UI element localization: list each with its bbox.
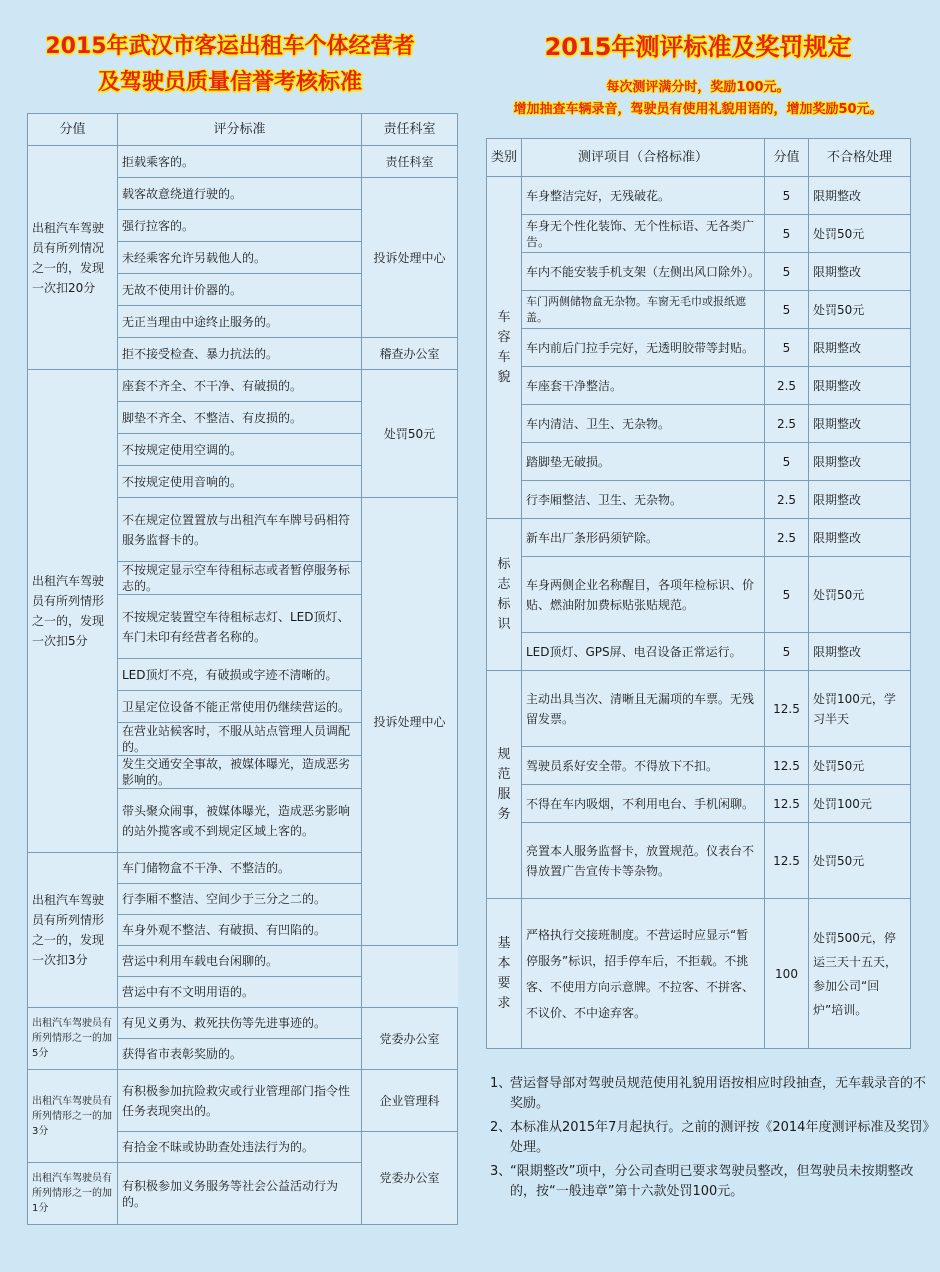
dept-cell: 投诉处理中心 (362, 498, 458, 946)
score-cell: 5 (765, 557, 809, 633)
score-cell: 12.5 (765, 671, 809, 747)
criteria-row: 不按规定显示空车待租标志或者暂停服务标志的。 (118, 562, 362, 595)
score-cell: 12.5 (765, 747, 809, 785)
item-cell: 车内前后门拉手完好，无透明胶带等封贴。 (522, 329, 765, 367)
criteria-row: 获得省市表彰奖励的。 (118, 1039, 362, 1070)
criteria-row: 有见义勇为、救死扶伤等先进事迹的。 (118, 1008, 362, 1039)
score-cell: 5 (765, 443, 809, 481)
right-title: 2015年测评标准及奖罚规定 (544, 33, 852, 61)
criteria-row: 拒载乘客的。 (118, 146, 362, 178)
score-cell: 2.5 (765, 367, 809, 405)
left-header-dept: 责任科室 (362, 114, 458, 146)
penalty-cell: 处罚50元 (809, 215, 911, 253)
right-header-penalty: 不合格处理 (809, 139, 911, 177)
penalty-cell: 处罚100元，学习半天 (809, 671, 911, 747)
score-cell: 12.5 (765, 785, 809, 823)
note-number: 2、 (490, 1120, 512, 1135)
criteria-row: 不按规定使用音响的。 (118, 466, 362, 498)
criteria-row: 拒不接受检查、暴力抗法的。 (118, 338, 362, 370)
penalty-cell: 处罚500元，停运三天十五天，参加公司“回炉”培训。 (809, 899, 911, 1049)
right-subtitle-reward: 每次测评满分时，奖励100元。 (606, 80, 790, 95)
item-cell: LED顶灯、GPS屏、电召设备正常运行。 (522, 633, 765, 671)
item-cell: 车身无个性化装饰、无个性标语、无各类广告。 (522, 215, 765, 253)
item-cell: 车座套干净整洁。 (522, 367, 765, 405)
penalty-cell: 限期整改 (809, 481, 911, 519)
criteria-row: 行李厢不整洁、空间少于三分之二的。 (118, 884, 362, 915)
criteria-row: LED顶灯不亮，有破损或字迹不清晰的。 (118, 659, 362, 691)
note-number: 1、 (490, 1076, 512, 1091)
category-vehicle-appearance: 车 容 车 貌 (487, 177, 522, 519)
score-cell: 2.5 (765, 519, 809, 557)
score-cell: 5 (765, 215, 809, 253)
note-item (490, 1118, 930, 1158)
dept-cell: 党委办公室 (362, 1008, 458, 1070)
left-header-criteria: 评分标准 (118, 114, 362, 146)
penalty-cell: 处罚50元 (809, 557, 911, 633)
score-cell: 5 (765, 633, 809, 671)
criteria-row: 无故不使用计价器的。 (118, 274, 362, 306)
score-cell: 5 (765, 291, 809, 329)
penalty-cell: 限期整改 (809, 329, 911, 367)
item-cell: 车内清洁、卫生、无杂物。 (522, 405, 765, 443)
score-deduct-5: 出租汽车驾驶员有所列情形之一的，发现一次扣5分 (28, 370, 118, 853)
criteria-row: 卫星定位设备不能正常使用仍继续营运的。 (118, 691, 362, 723)
penalty-cell: 处罚50元 (809, 747, 911, 785)
score-add-3: 出租汽车驾驶员有所列情形之一的加3分 (28, 1070, 118, 1163)
item-cell: 严格执行交接班制度。不营运时应显示“暂停服务”标识，招手停车后，不拒载。不挑客、不使用方向示意牌。不拉客、不拼客、不议价、不中途弃客。 (522, 899, 765, 1049)
note-item (490, 1074, 930, 1114)
item-cell: 驾驶员系好安全带。不得放下不扣。 (522, 747, 765, 785)
criteria-row: 不按规定装置空车待租标志灯、LED顶灯、车门未印有经营者名称的。 (118, 595, 362, 659)
criteria-row: 有积极参加义务服务等社会公益活动行为的。 (118, 1163, 362, 1225)
right-subtitle-extra: 增加抽查车辆录音，驾驶员有使用礼貌用语的，增加奖励50元。 (513, 102, 883, 117)
penalty-cell: 限期整改 (809, 405, 911, 443)
criteria-row: 有积极参加抗险救灾或行业管理部门指令性任务表现突出的。 (118, 1070, 362, 1132)
item-cell: 车身整洁完好，无残破花。 (522, 177, 765, 215)
note-item (490, 1162, 930, 1202)
score-cell: 5 (765, 329, 809, 367)
penalty-cell: 限期整改 (809, 253, 911, 291)
right-header-item: 测评项目（合格标准） (522, 139, 765, 177)
penalty-cell: 限期整改 (809, 177, 911, 215)
right-header-score: 分值 (765, 139, 809, 177)
item-cell: 车身两侧企业名称醒目，各项年检标识、价贴、燃油附加费标贴张贴规范。 (522, 557, 765, 633)
penalty-cell: 处罚100元 (809, 785, 911, 823)
dept-cell: 企业管理科 (362, 1070, 458, 1132)
score-add-5: 出租汽车驾驶员有所列情形之一的加5分 (28, 1008, 118, 1070)
criteria-row: 不按规定使用空调的。 (118, 434, 362, 466)
criteria-row: 带头聚众闹事，被媒体曝光，造成恶劣影响的站外揽客或不到规定区域上客的。 (118, 789, 362, 853)
left-title-line1: 2015年武汉市客运出租车个体经营者 (45, 34, 415, 59)
penalty-cell: 限期整改 (809, 367, 911, 405)
score-deduct-20: 出租汽车驾驶员有所列情况之一的，发现一次扣20分 (28, 146, 118, 370)
score-cell: 5 (765, 177, 809, 215)
penalty-cell: 限期整改 (809, 519, 911, 557)
left-header-score: 分值 (28, 114, 118, 146)
criteria-row: 营运中利用车载电台闲聊的。 (118, 946, 362, 977)
note-text: “限期整改”项中，分公司查明已要求驾驶员整改，但驾驶员未按期整改的，按“一般违章”第十六款处罚100元。 (510, 1164, 914, 1199)
criteria-row: 未经乘客允许另载他人的。 (118, 242, 362, 274)
dept-cell: 党委办公室 (362, 1132, 458, 1225)
criteria-row: 载客故意绕道行驶的。 (118, 178, 362, 210)
criteria-row: 强行拉客的。 (118, 210, 362, 242)
criteria-row: 脚垫不齐全、不整洁、有皮损的。 (118, 402, 362, 434)
item-cell: 不得在车内吸烟，不利用电台、手机闲聊。 (522, 785, 765, 823)
penalty-cell: 限期整改 (809, 633, 911, 671)
category-signs: 标 志 标 识 (487, 519, 522, 671)
penalty-cell: 限期整改 (809, 443, 911, 481)
score-cell: 5 (765, 253, 809, 291)
penalty-cell: 处罚50元 (809, 823, 911, 899)
right-evaluation-table (486, 138, 911, 1049)
score-cell: 100 (765, 899, 809, 1049)
dept-cell: 投诉处理中心 (362, 178, 458, 338)
score-deduct-3: 出租汽车驾驶员有所列情形之一的，发现一次扣3分 (28, 853, 118, 1008)
right-header-category: 类别 (487, 139, 522, 177)
left-assessment-table (27, 113, 458, 1225)
item-cell: 车门两侧储物盒无杂物。车窗无毛巾或报纸遮盖。 (522, 291, 765, 329)
category-service: 规 范 服 务 (487, 671, 522, 899)
criteria-row: 不在规定位置置放与出租汽车车牌号码相符服务监督卡的。 (118, 498, 362, 562)
item-cell: 主动出具当次、清晰且无漏项的车票。无残留发票。 (522, 671, 765, 747)
notes (490, 1074, 930, 1206)
criteria-row: 有拾金不昧或协助查处违法行为的。 (118, 1132, 362, 1163)
left-title-line2: 及驾驶员质量信誉考核标准 (97, 70, 362, 95)
criteria-row: 车门储物盒不干净、不整洁的。 (118, 853, 362, 884)
criteria-row: 营运中有不文明用语的。 (118, 977, 362, 1008)
score-cell: 2.5 (765, 481, 809, 519)
dept-cell: 稽查办公室 (362, 338, 458, 370)
note-number: 3、 (490, 1164, 512, 1179)
item-cell: 车内不能安装手机支架（左侧出风口除外）。 (522, 253, 765, 291)
criteria-row: 在营业站候客时，不服从站点管理人员调配的。 (118, 723, 362, 756)
criteria-row: 座套不齐全、不干净、有破损的。 (118, 370, 362, 402)
score-cell: 2.5 (765, 405, 809, 443)
score-cell: 12.5 (765, 823, 809, 899)
note-text: 本标准从2015年7月起执行。之前的测评按《2014年度测评标准及奖罚》处理。 (510, 1120, 929, 1155)
item-cell: 新车出厂条形码须铲除。 (522, 519, 765, 557)
penalty-cell: 处罚50元 (809, 291, 911, 329)
criteria-row: 车身外观不整洁、有破损、有凹陷的。 (118, 915, 362, 946)
dept-cell: 处罚50元 (362, 370, 458, 498)
criteria-row: 无正当理由中途终止服务的。 (118, 306, 362, 338)
category-basic: 基 本 要 求 (487, 899, 522, 1049)
score-add-1: 出租汽车驾驶员有所列情形之一的加1分 (28, 1163, 118, 1225)
dept-cell: 责任科室 (362, 146, 458, 178)
item-cell: 亮置本人服务监督卡，放置规范。仪表台不得放置广告宣传卡等杂物。 (522, 823, 765, 899)
item-cell: 踏脚垫无破损。 (522, 443, 765, 481)
criteria-row: 发生交通安全事故，被媒体曝光，造成恶劣影响的。 (118, 756, 362, 789)
item-cell: 行李厢整洁、卫生、无杂物。 (522, 481, 765, 519)
note-text: 营运督导部对驾驶员规范使用礼貌用语按相应时段抽查，无车载录音的不奖励。 (510, 1076, 927, 1111)
